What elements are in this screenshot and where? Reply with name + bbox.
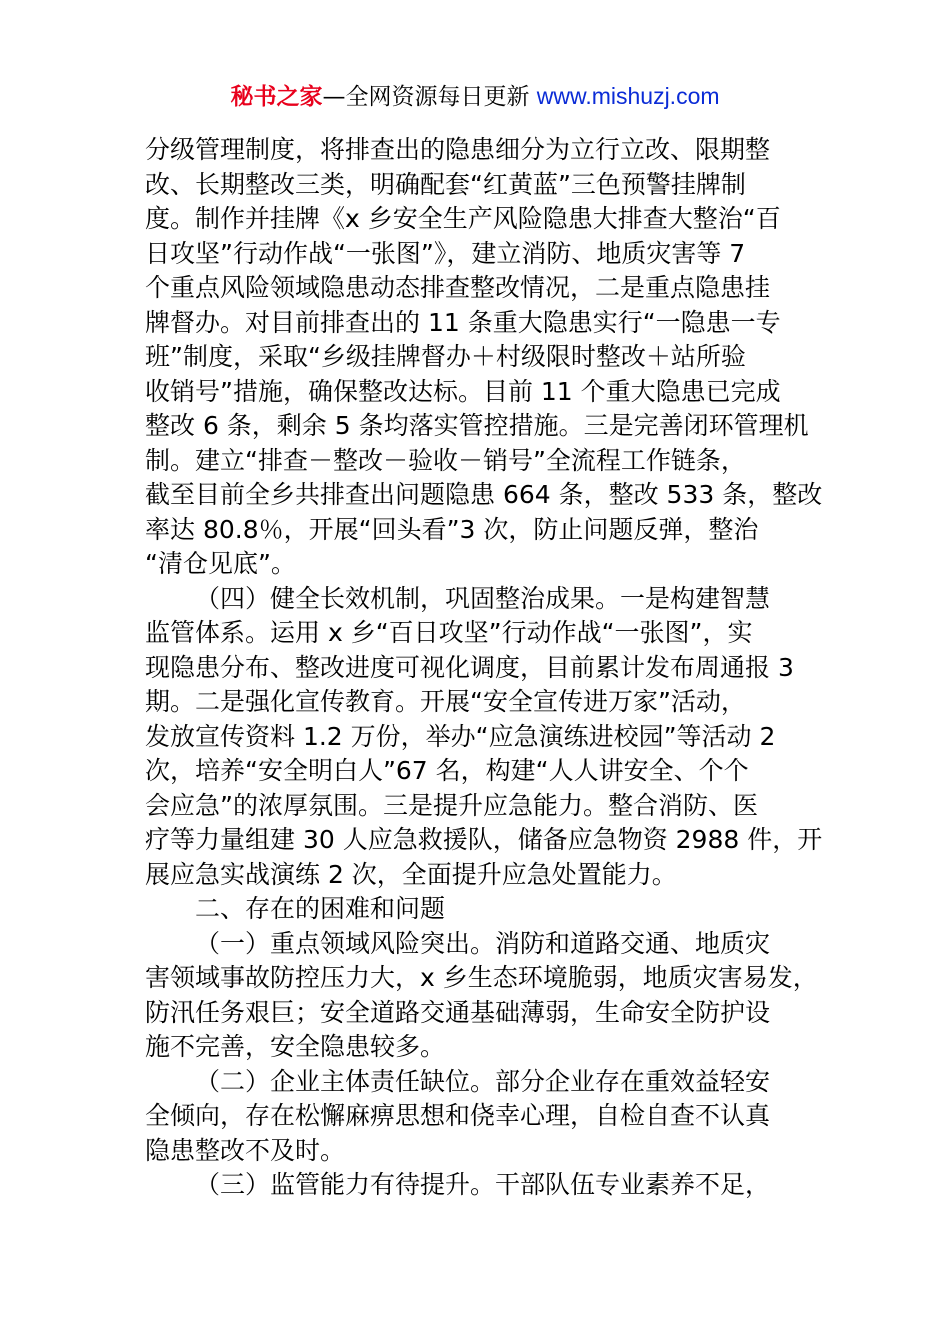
text-line: 截至目前全乡共排查出问题隐患 664 条，整改 533 条，整改 (145, 480, 823, 509)
text-line: 发放宣传资料 1.2 万份，举办“应急演练进校园”等活动 2 (145, 721, 776, 751)
paragraph-heading-2: （二）企业主体责任缺位。部分企业存在重效益轻安 (195, 1066, 771, 1096)
document-body (145, 133, 823, 1203)
section-heading: 二、存在的困难和问题 (195, 894, 446, 923)
text-line: 牌督办。对目前排查出的 11 条重大隐患实行“一隐患一专 (145, 307, 781, 337)
text-line: “清仓见底”。 (145, 549, 296, 578)
text-line: 防汛任务艰巨；安全道路交通基础薄弱，生命安全防护设 (145, 997, 771, 1027)
site-tagline: —全网资源每日更新 (322, 84, 537, 110)
text-line: 率达 80.8％，开展“回头看”3 次，防止问题反弹，整治 (145, 514, 759, 544)
text-line: 施不完善，安全隐患较多。 (145, 1032, 446, 1061)
text-line: 展应急实战演练 2 次，全面提升应急处置能力。 (145, 859, 677, 889)
text-line: 隐患整改不及时。 (145, 1135, 346, 1165)
paragraph-heading-1: （一）重点领域风险突出。消防和道路交通、地质灾 (195, 928, 771, 958)
text-line: 次，培养“安全明白人”67 名，构建“人人讲安全、个个 (145, 756, 749, 785)
text-line: 会应急”的浓厚氛围。三是提升应急能力。整合消防、医 (145, 790, 758, 820)
text-line: 全倾向，存在松懈麻痹思想和侥幸心理，自检自查不认真 (145, 1101, 771, 1130)
text-line: 整改 6 条，剩余 5 条均落实管控措施。三是完善闭环管理机 (145, 411, 809, 440)
text-line: 监管体系。运用 x 乡“百日攻坚”行动作战“一张图”，实 (145, 618, 753, 647)
text-line: 度。制作并挂牌《x 乡安全生产风险隐患大排查大整治“百 (145, 204, 781, 233)
text-line: 日攻坚”行动作战“一张图”》，建立消防、地质灾害等 7 (145, 238, 746, 268)
text-line: 个重点风险领域隐患动态排查整改情况，二是重点隐患挂 (145, 273, 771, 302)
site-header (0, 80, 950, 113)
text-line: 疗等力量组建 30 人应急救援队，储备应急物资 2988 件，开 (145, 825, 823, 854)
text-line: 害领域事故防控压力大，x 乡生态环境脆弱，地质灾害易发， (145, 963, 818, 992)
text-line: 期。二是强化宣传教育。开展“安全宣传进万家”活动， (145, 687, 746, 716)
text-line: 改、长期整改三类，明确配套“红黄蓝”三色预警挂牌制 (145, 169, 746, 199)
text-line: 现隐患分布、整改进度可视化调度，目前累计发布周通报 3 (145, 652, 794, 682)
text-line: 分级管理制度，将排查出的隐患细分为立行立改、限期整 (145, 135, 771, 164)
site-url-link[interactable]: www.mishuzj.com (536, 83, 720, 109)
text-line: 制。建立“排查－整改－验收－销号”全流程工作链条， (145, 445, 746, 475)
site-brand: 秘书之家 (230, 84, 323, 110)
text-line: 班”制度，采取“乡级挂牌督办＋村级限时整改＋站所验 (145, 342, 746, 371)
paragraph-heading-4: （四）健全长效机制，巩固整治成果。一是构建智慧 (195, 583, 771, 613)
text-line: 收销号”措施，确保整改达标。目前 11 个重大隐患已完成 (145, 376, 781, 406)
paragraph-heading-3: （三）监管能力有待提升。干部队伍专业素养不足， (195, 1170, 771, 1199)
